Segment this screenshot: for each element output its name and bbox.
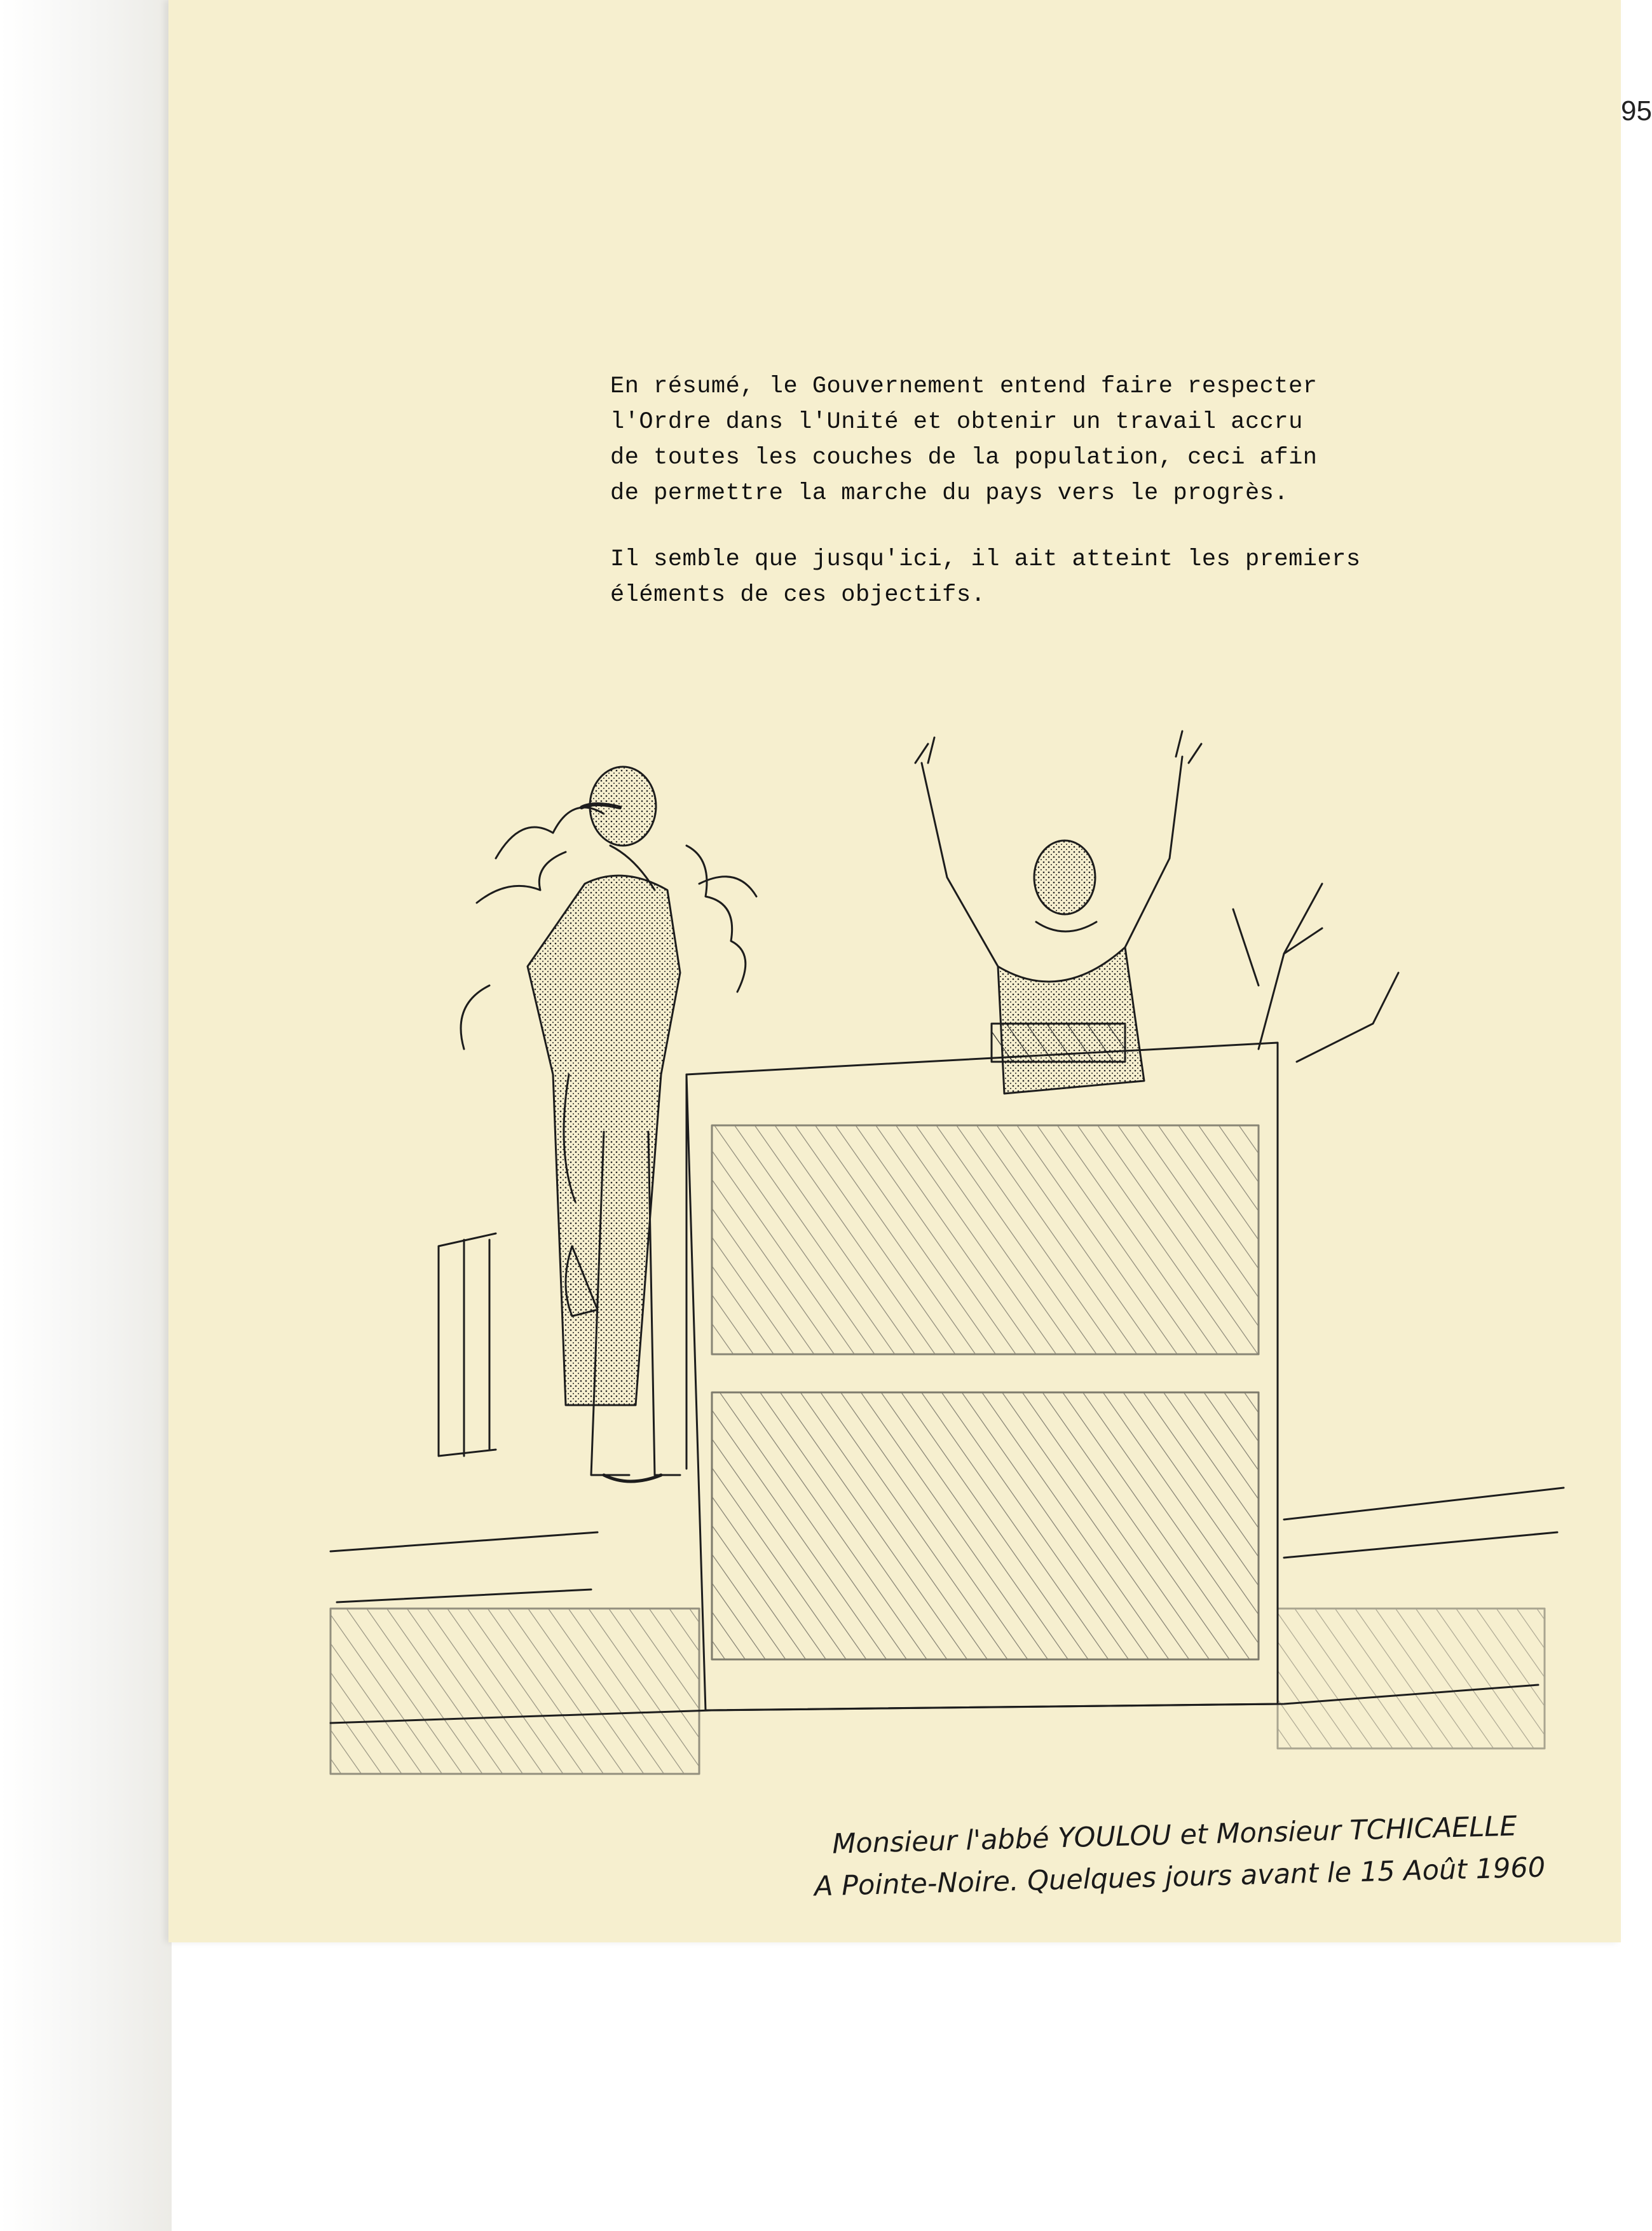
- window-sketch: [439, 1233, 496, 1456]
- ink-sketch-illustration: [331, 693, 1564, 1812]
- summary-paragraph-2: Il semble que jusqu'ici, il ait atteint les premiers éléments de ces objectifs.: [610, 546, 1361, 608]
- caption-line-2: A Pointe-Noire. Quelques jours avant le 15 Août 1960: [814, 1851, 1546, 1903]
- raised-arms-figure: [915, 731, 1201, 1094]
- summary-paragraph-1: En résumé, le Gouvernement entend faire respecter l'Ordre dans l'Unité et obtenir un travail accru de toutes les couches de la population, ceci afin de permettre la marche du pays vers le progrès.: [610, 373, 1318, 507]
- bare-branches: [1233, 884, 1398, 1062]
- podium-box: [686, 1043, 1278, 1710]
- page-number: 95: [1621, 95, 1652, 127]
- standing-man-figure: [528, 767, 680, 1481]
- summary-text-block: [610, 369, 1437, 643]
- caption-line-1: Monsieur l'abbé YOULOU et Monsieur TCHICAELLE: [831, 1810, 1518, 1860]
- scan-background: [0, 0, 172, 2231]
